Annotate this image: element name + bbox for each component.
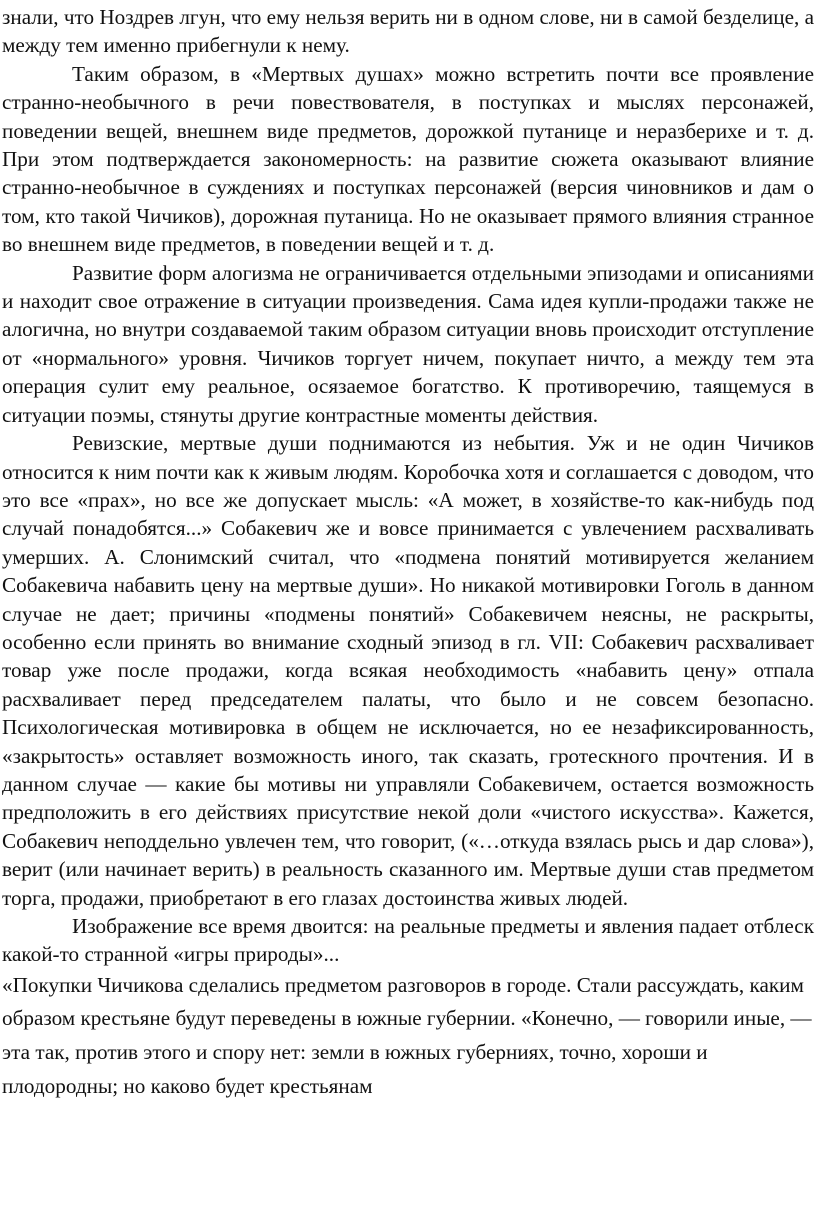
paragraph-2: Таким образом, в «Мертвых душах» можно встретить почти все проявление странно-необычного в речи повествователя, в поступках и мыслях персонажей, поведении вещей, внешнем виде предметов, дорожкой путанице и неразберихе и т. д. При этом подтверждается закономерность: на развитие сюжета оказывают влияние странно-необычное в суждениях и поступках персонажей (версия чиновников и дам о том, кто такой Чичиков), дорожная путаница. Но не оказывает прямого влияния странное во внешнем виде предметов, в поведении вещей и т. д. [2, 61, 814, 257]
paragraph-1: знали, что Ноздрев лгун, что ему нельзя верить ни в одном слове, ни в самой безделице, а между тем именно прибегнули к нему. [2, 5, 814, 58]
paragraph-4: Ревизские, мертвые души поднимаются из небытия. Уж и не один Чичиков относится к ним почти как к живым людям. Коробочка хотя и соглашается с доводом, что это все «прах», но все же допускает мысль: «А может, в хозяйстве-то как-нибудь под случай понадобятся...» Собакевич же и вовсе принимается с увлечением расхваливать умерших. А. Слонимский считал, что «подмена понятий мотивируется желанием Собакевича набавить цену на мертвые души». Но никакой мотивировки Гоголь в данном случае не дает; причины «подмены понятий» Собакевичем неясны, не раскрыты, особенно если принять во внимание сходный эпизод в гл. VII: Собакевич расхваливает товар уже после продажи, когда всякая необходимость «набавить цену» отпала расхваливает перед председателем палаты, что было и не совсем безопасно. Психологическая мотивировка в общем не исключается, но ее незафиксированность, «закрытость» оставляет возможность иного, так сказать, гротескного прочтения. И в данном случае — какие бы мотивы ни управляли Собакевичем, остается возможность предположить в его действиях присутствие некой доли «чистого искусства». Кажется, Собакевич неподдельно увлечен тем, что говорит, («…откуда взялась рысь и дар слова»), верит (или начинает верить) в реальность сказанного им. Мертвые души став предметом торга, продажи, приобретают в его глазах достоинства живых людей. [2, 431, 814, 910]
paragraph-3: Развитие форм алогизма не ограничивается отдельными эпизодами и описаниями и находит свое отражение в ситуации произведения. Сама идея купли-продажи также не алогична, но внутри создаваемой таким образом ситуации вновь происходит отступление от «нормального» уровня. Чичиков торгует ничем, покупает ничто, а между тем эта операция сулит ему реальное, осязаемое богатство. К противоречию, таящемуся в ситуации поэмы, стянуты другие контрастные моменты действия. [2, 260, 814, 427]
quotation-block: «Покупки Чичикова сделались предметом разговоров в городе. Стали рассуждать, каким образом крестьяне будут переведены в южные губернии. «Конечно, — говорили иные, — эта так, против этого и спору нет: земли в южных губерниях, точно, хороши и плодородны; но каково будет крестьянам [2, 972, 812, 1098]
paragraph-5: Изображение все время двоится: на реальные предметы и явления падает отблеск какой-то странной «игры природы»... [2, 914, 814, 967]
